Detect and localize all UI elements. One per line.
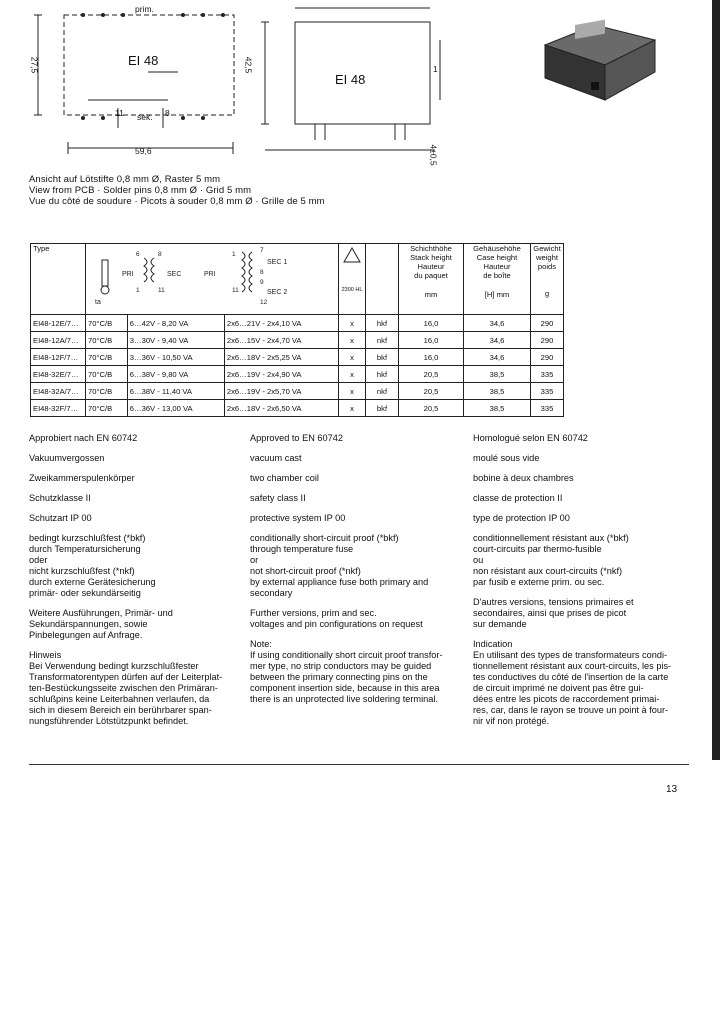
cell-temp: 70°C/B (86, 366, 128, 383)
spec-table (30, 243, 564, 417)
cell-code: bkf (366, 349, 399, 366)
cell-code: hkf (366, 315, 399, 332)
french-shortcircuit: conditionnellement résistant aux (*bkf) court-circuits par thermo-fusible ou non résistant aux court-circuits (*nkf) par fusib e externe prim. ou sec. (473, 533, 629, 587)
schematic-pin-4: 1 (136, 287, 140, 294)
english-versions: Further versions, prim and sec. voltages and pin configurations on request (250, 608, 423, 629)
english-approval: Approved to EN 60742 (250, 433, 343, 443)
cell-weight: 290 (531, 315, 564, 332)
german-versions: Weitere Ausführungen, Primär- und Sekundärspannungen, sowie Pinbelegungen auf Anfrage. (29, 608, 173, 640)
cell-primary: 6…38V - 11,40 VA (127, 383, 224, 400)
cell-case: 34,6 (464, 315, 531, 332)
cell-code: nkf (366, 383, 399, 400)
header-stack-label: Schichthöhe Stack height Hauteur du paquet (410, 244, 452, 280)
header-cert-code: 2300 HL (341, 287, 363, 293)
pcb-view-drawing (28, 0, 238, 165)
french-cast: moulé sous vide (473, 453, 540, 463)
schematic-pri: PRI (122, 271, 134, 278)
caption-french: Vue du côté de soudure · Picots à souder 0,8 mm Ø · Grille de 5 mm (29, 196, 325, 207)
caption-german: Ansicht auf Lötstifte 0,8 mm Ø, Raster 5 mm (29, 174, 221, 185)
cell-type: EI48-12F/7… (31, 349, 86, 366)
cell-case: 38,5 (464, 366, 531, 383)
cell-weight: 290 (531, 332, 564, 349)
cell-temp: 70°C/B (86, 349, 128, 366)
table-row (31, 315, 564, 332)
pcb-core-label: EI 48 (128, 53, 159, 68)
header-schematic (86, 244, 339, 315)
cell-code: hkf (366, 366, 399, 383)
schematic-pin-0: 6 (136, 251, 140, 258)
cell-case: 34,6 (464, 332, 531, 349)
schematic-pin-7: 12 (260, 299, 268, 306)
header-case-unit: [H] mm (484, 290, 510, 299)
cell-mark: x (339, 332, 366, 349)
german-note: Hinweis Bei Verwendung bedingt kurzschlußfester Transformatorentypen dürfen auf der Leiterplat- ten-Bestückungsseite zwischen den Primäran- schlußpins keine Leiterbahnen verlaufen, da sich in diesem Bereich ein berührbarer span- nungsführender Lötstützpunkt befindet. (29, 650, 223, 726)
pcb-pin-left: 11 (115, 108, 124, 118)
french-versions: D'autres versions, tensions primaires et secondaires, ainsi que prises de picot sur demande (473, 597, 634, 629)
pcb-dim-width: 59,6 (135, 146, 152, 156)
cell-type: EI48-12A/7… (31, 332, 86, 349)
cell-primary: 6…36V - 13,00 VA (127, 400, 224, 417)
german-shortcircuit: bedingt kurzschlußfest (*bkf) durch Temperatursicherung oder nicht kurzschlußfest (*nkf) durch externe Gerätesicherung primär- oder sekundärseitig (29, 533, 156, 598)
column-german (29, 433, 239, 736)
cell-stack: 20,5 (399, 383, 464, 400)
table-row (31, 366, 564, 383)
cell-weight: 335 (531, 400, 564, 417)
cell-weight: 335 (531, 366, 564, 383)
cell-weight: 290 (531, 349, 564, 366)
english-cast: vacuum cast (250, 453, 302, 463)
cell-temp: 70°C/B (86, 383, 128, 400)
german-protection: Schutzart IP 00 (29, 513, 92, 523)
schematic-sec2: SEC 2 (267, 289, 288, 296)
table-row (31, 349, 564, 366)
schematic-sec1: SEC 1 (267, 259, 288, 266)
schematic-pin-9: 11 (232, 287, 239, 294)
header-cert (339, 244, 366, 315)
cert-triangle-icon (342, 244, 362, 284)
header-weight-label: Gewicht weight poids (533, 244, 561, 271)
french-approval: Homologué selon EN 60742 (473, 433, 588, 443)
column-french (473, 433, 688, 736)
header-type: Type (31, 244, 86, 315)
english-class: safety class II (250, 493, 306, 503)
cell-code: bkf (366, 400, 399, 417)
pcb-sec-label: sek. (137, 112, 153, 122)
page-number: 13 (666, 784, 678, 795)
cell-primary: 6…38V - 9,80 VA (127, 366, 224, 383)
schematic-sec: SEC (167, 271, 182, 278)
side-core-label: EI 48 (335, 72, 366, 87)
pinout-captions (29, 174, 369, 207)
english-protection: protective system IP 00 (250, 513, 346, 523)
cell-case: 38,5 (464, 400, 531, 417)
header-case (464, 244, 531, 315)
pcb-pin-right: 8 (165, 108, 170, 118)
cell-secondary: 2x6…19V - 2x5,70 VA (224, 383, 338, 400)
schematic-pin-1: 8 (158, 251, 162, 258)
schematic-pin-3: 8 (260, 269, 264, 276)
english-note: Note: If using conditionally short circuit proof transfor- mer type, no strip conductors may be guided between the primary connecting pins on the component insertion side, because in this area there is an unprotected live soldering terminal. (250, 639, 443, 704)
cell-temp: 70°C/B (86, 315, 128, 332)
french-class: classe de protection II (473, 493, 563, 503)
transformer-photo (535, 10, 685, 110)
bottom-rule (29, 764, 689, 765)
german-approval: Approbiert nach EN 60742 (29, 433, 138, 443)
cell-mark: x (339, 366, 366, 383)
german-class: Schutzklasse II (29, 493, 91, 503)
header-stack-unit: mm (424, 290, 438, 299)
french-note: Indication En utilisant des types de transformateurs condi- tionnellement résistant aux court-circuits, les pis- tes conductives du côté de l'insertion de la carte de circuit imprimé ne doivent pas être gui- dées entre les picots de raccordement primai- res, car, dans le rayon se trouve un point à four- nir vif non protégé. (473, 639, 672, 726)
page-edge-bar (712, 0, 720, 760)
pcb-dim-height: 27,5 (29, 56, 40, 74)
french-coil: bobine à deux chambres (473, 473, 574, 483)
cell-secondary: 2x6…18V - 2x6,50 VA (224, 400, 338, 417)
caption-english: View from PCB · Solder pins 0,8 mm Ø · Grid 5 mm (29, 185, 252, 196)
cell-stack: 20,5 (399, 366, 464, 383)
cell-type: EI48-32F/7… (31, 400, 86, 417)
schematic-pin-6: 9 (260, 279, 264, 286)
cell-temp: 70°C/B (86, 332, 128, 349)
cell-stack: 16,0 (399, 315, 464, 332)
pcb-prim-label: prim. (135, 4, 154, 14)
cell-primary: 6…42V - 8,20 VA (127, 315, 224, 332)
header-case-label: Gehäusehöhe Case height Hauteur de boîte (473, 244, 521, 280)
cell-secondary: 2x6…15V - 2x4,70 VA (224, 332, 338, 349)
cell-stack: 20,5 (399, 400, 464, 417)
schematic-pin-5: 11 (158, 287, 165, 294)
table-row (31, 400, 564, 417)
cell-type: EI48-32A/7… (31, 383, 86, 400)
cell-case: 38,5 (464, 383, 531, 400)
cell-code: nkf (366, 332, 399, 349)
side-dim-pin: 4±0,5 (428, 144, 439, 166)
cell-stack: 16,0 (399, 332, 464, 349)
cell-mark: x (339, 400, 366, 417)
schematic-pri2: PRI (204, 271, 216, 278)
header-weight-unit: g (544, 289, 550, 298)
cell-mark: x (339, 383, 366, 400)
cell-primary: 3…30V - 9,40 VA (127, 332, 224, 349)
cell-weight: 335 (531, 383, 564, 400)
cell-primary: 3…36V - 10,50 VA (127, 349, 224, 366)
cell-case: 34,6 (464, 349, 531, 366)
cell-type: EI48-32E/7… (31, 366, 86, 383)
cell-temp: 70°C/B (86, 400, 128, 417)
english-coil: two chamber coil (250, 473, 319, 483)
schematic-temp-mark: ta (95, 299, 101, 306)
english-shortcircuit: conditionally short-circuit proof (*bkf) through temperature fuse or not short-circuit proof (*nkf) by external appliance fuse both primary and secondary (250, 533, 429, 598)
header-code (366, 244, 399, 315)
schematic-pin-8: 1 (232, 251, 236, 258)
german-cast: Vakuumvergossen (29, 453, 105, 463)
cell-secondary: 2x6…18V - 2x5,25 VA (224, 349, 338, 366)
cell-secondary: 2x6…21V - 2x4,10 VA (224, 315, 338, 332)
side-pin-marker: 1 (433, 64, 438, 74)
table-row (31, 332, 564, 349)
cell-stack: 16,0 (399, 349, 464, 366)
german-coil: Zweikammerspulenkörper (29, 473, 135, 483)
column-english (250, 433, 455, 714)
header-stack (399, 244, 464, 315)
cell-mark: x (339, 349, 366, 366)
french-protection: type de protection IP 00 (473, 513, 570, 523)
table-row (31, 383, 564, 400)
cell-mark: x (339, 315, 366, 332)
side-dim-height: 42,5 (243, 56, 254, 74)
schematic-symbol (92, 244, 332, 310)
cell-secondary: 2x6…19V - 2x4,90 VA (224, 366, 338, 383)
cell-type: EI48-12E/7… (31, 315, 86, 332)
schematic-pin-2: 7 (260, 247, 264, 254)
header-weight (531, 244, 564, 315)
